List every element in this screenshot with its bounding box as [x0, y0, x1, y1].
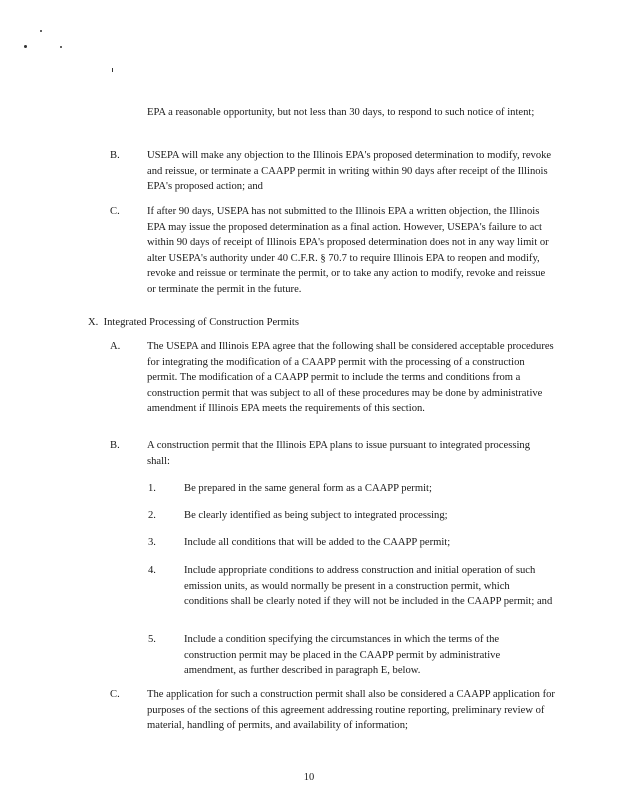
- scan-speck: [24, 45, 27, 48]
- sub-item-label: 4.: [148, 565, 156, 576]
- sub-item-label: 5.: [148, 634, 156, 645]
- item-text: The USEPA and Illinois EPA agree that the following shall be considered acceptable procedures for integrating the modification of a CAAPP permit with the processing of a construction permit. The modification of a CAAPP permit to include the terms and conditions from a construction permit that was subject to all of these procedures may be done by administrative amendment if Illinois EPA meets the requirements of this section.: [147, 341, 554, 414]
- scan-speck: [40, 30, 42, 32]
- scan-speck: [60, 46, 62, 48]
- item-text: USEPA will make any objection to the Illinois EPA's proposed determination to modify, revoke and reissue, or terminate a CAAPP permit in writing within 90 days after receipt of the Illinois EPA's proposed action; and: [147, 150, 552, 192]
- sub-item-label: 3.: [148, 537, 156, 548]
- sub-item-text: Include a condition specifying the circumstances in which the terms of the construction permit may be placed in the CAAPP permit by administrative amendment, as further described in paragraph E, below.: [184, 634, 501, 676]
- item-label: A.: [110, 341, 121, 352]
- item-label: B.: [110, 150, 120, 161]
- intro-continuation: EPA a reasonable opportunity, but not less than 30 days, to respond to such notice of intent;: [147, 107, 535, 118]
- item-label: C.: [110, 689, 120, 700]
- sub-item-label: 2.: [148, 510, 156, 521]
- section-x-heading: X. Integrated Processing of Construction Permits: [88, 317, 299, 328]
- page-number: 10: [303, 772, 315, 783]
- item-label: B.: [110, 440, 120, 451]
- sub-item-label: 1.: [148, 483, 156, 494]
- sub-item-text: Include all conditions that will be added to the CAAPP permit;: [184, 537, 451, 548]
- item-text: The application for such a construction permit shall also be considered a CAAPP application for purposes of the sections of this agreement addressing routine reporting, preliminary review of material, handling of permits, and availability of information;: [147, 689, 555, 731]
- sub-item-text: Include appropriate conditions to address construction and initial operation of such emission units, as would normally be present in a construction permit, which conditions shall be clearly noted if they will not be included in the CAAPP permit; and: [184, 565, 553, 607]
- item-text: A construction permit that the Illinois EPA plans to issue pursuant to integrated processing shall:: [147, 440, 530, 467]
- sub-item-text: Be clearly identified as being subject to integrated processing;: [184, 510, 448, 521]
- scan-speck: [112, 68, 113, 72]
- item-text: If after 90 days, USEPA has not submitted to the Illinois EPA a written objection, the Illinois EPA may issue the proposed determination as a final action. However, USEPA's failure to act within 90 days of receipt of Illinois EPA's proposed determination does not in any way limit or alter USEPA's authority under 40 C.F.R. § 70.7 to require Illinois EPA to reopen and modify, revoke and reissue or terminate the permit, or to take any action to modify, revoke and reissue or terminate the permit in the future.: [147, 206, 549, 295]
- sub-item-text: Be prepared in the same general form as a CAAPP permit;: [184, 483, 432, 494]
- item-label: C.: [110, 206, 120, 217]
